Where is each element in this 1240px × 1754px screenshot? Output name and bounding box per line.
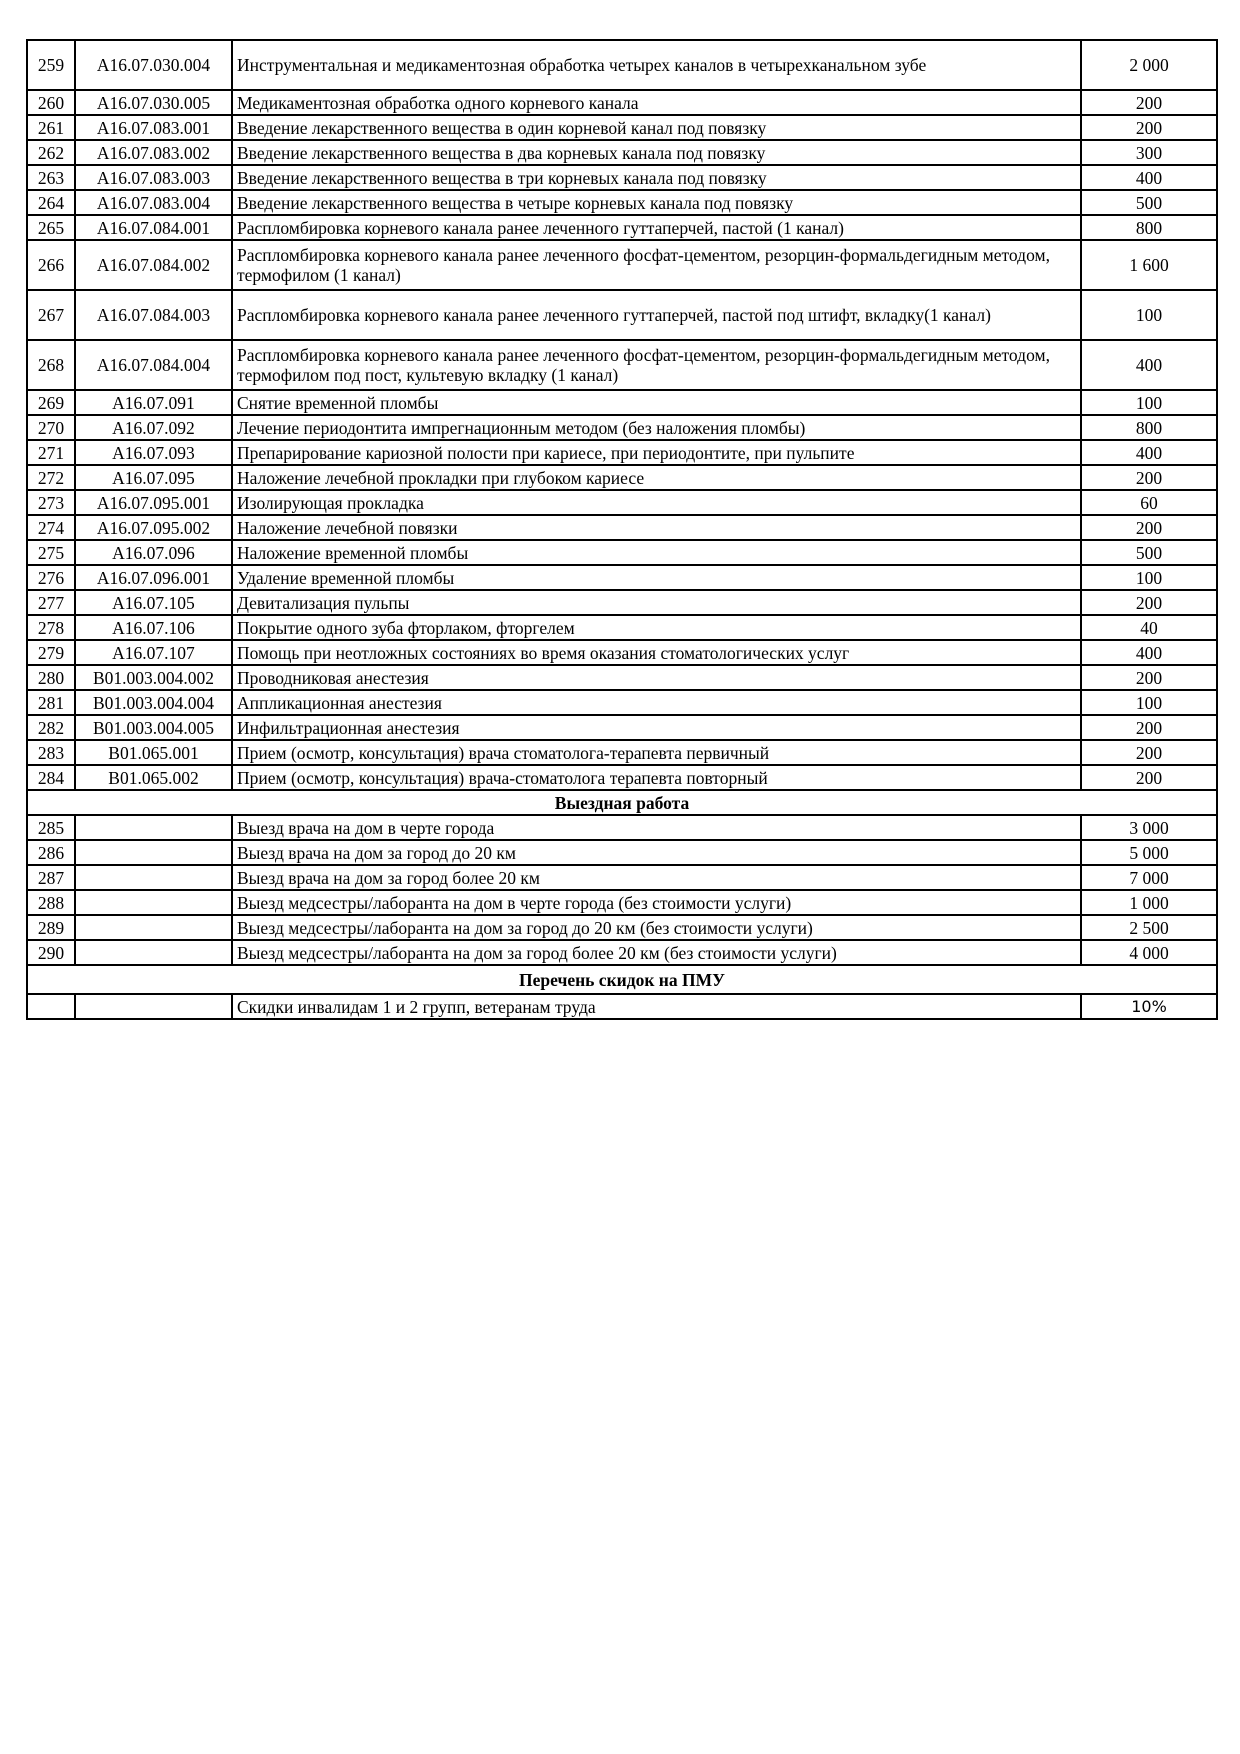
row-number: 272 — [27, 465, 75, 490]
service-price: 400 — [1081, 440, 1217, 465]
row-number: 290 — [27, 940, 75, 965]
table-row — [27, 165, 1217, 190]
row-number: 277 — [27, 590, 75, 615]
service-code: A16.07.092 — [75, 415, 232, 440]
table-row — [27, 190, 1217, 215]
service-code — [75, 865, 232, 890]
table-row — [27, 40, 1217, 90]
service-price: 100 — [1081, 290, 1217, 340]
service-price: 4 000 — [1081, 940, 1217, 965]
service-code: A16.07.095.001 — [75, 490, 232, 515]
service-code: A16.07.106 — [75, 615, 232, 640]
service-price: 200 — [1081, 740, 1217, 765]
row-number: 261 — [27, 115, 75, 140]
row-number: 268 — [27, 340, 75, 390]
service-price: 1 600 — [1081, 240, 1217, 290]
service-name: Введение лекарственного вещества в два корневых канала под повязку — [232, 140, 1081, 165]
table-row — [27, 940, 1217, 965]
table-row — [27, 465, 1217, 490]
table-row — [27, 415, 1217, 440]
service-code: A16.07.105 — [75, 590, 232, 615]
row-number: 284 — [27, 765, 75, 790]
service-price: 200 — [1081, 765, 1217, 790]
row-number: 287 — [27, 865, 75, 890]
service-code: B01.065.002 — [75, 765, 232, 790]
service-price: 400 — [1081, 640, 1217, 665]
service-name: Наложение лечебной повязки — [232, 515, 1081, 540]
service-price: 2 000 — [1081, 40, 1217, 90]
service-price: 400 — [1081, 340, 1217, 390]
service-name: Изолирующая прокладка — [232, 490, 1081, 515]
service-price: 1 000 — [1081, 890, 1217, 915]
service-price: 200 — [1081, 590, 1217, 615]
service-name: Выезд медсестры/лаборанта на дом за город более 20 км (без стоимости услуги) — [232, 940, 1081, 965]
service-code: A16.07.084.001 — [75, 215, 232, 240]
table-row — [27, 115, 1217, 140]
row-number: 270 — [27, 415, 75, 440]
table-row — [27, 390, 1217, 415]
service-name: Аппликационная анестезия — [232, 690, 1081, 715]
service-code — [75, 890, 232, 915]
row-number: 269 — [27, 390, 75, 415]
table-row — [27, 615, 1217, 640]
service-price: 200 — [1081, 665, 1217, 690]
service-price: 800 — [1081, 215, 1217, 240]
service-price: 200 — [1081, 515, 1217, 540]
service-name: Выезд врача на дом за город до 20 км — [232, 840, 1081, 865]
service-price: 100 — [1081, 565, 1217, 590]
service-code: A16.07.083.001 — [75, 115, 232, 140]
service-name: Выезд врача на дом за город более 20 км — [232, 865, 1081, 890]
service-code: A16.07.084.004 — [75, 340, 232, 390]
row-number: 264 — [27, 190, 75, 215]
table-row — [27, 665, 1217, 690]
service-code: A16.07.083.003 — [75, 165, 232, 190]
service-code: A16.07.095 — [75, 465, 232, 490]
row-number: 286 — [27, 840, 75, 865]
service-code: A16.07.030.005 — [75, 90, 232, 115]
service-name: Девитализация пульпы — [232, 590, 1081, 615]
table-row — [27, 590, 1217, 615]
service-code — [75, 940, 232, 965]
table-row — [27, 915, 1217, 940]
service-price: 400 — [1081, 165, 1217, 190]
service-code — [75, 815, 232, 840]
table-row — [27, 565, 1217, 590]
discount-rows — [27, 994, 1217, 1019]
service-code: A16.07.096 — [75, 540, 232, 565]
row-number: 280 — [27, 665, 75, 690]
table-row — [27, 840, 1217, 865]
row-number: 267 — [27, 290, 75, 340]
row-number: 275 — [27, 540, 75, 565]
service-price: 500 — [1081, 540, 1217, 565]
table-row — [27, 865, 1217, 890]
table-row — [27, 290, 1217, 340]
row-number: 278 — [27, 615, 75, 640]
service-name: Покрытие одного зуба фторлаком, фторгелем — [232, 615, 1081, 640]
service-code: A16.07.091 — [75, 390, 232, 415]
section-discounts-header — [27, 965, 1217, 994]
service-name: Распломбировка корневого канала ранее леченного фосфат-цементом, резорцин-формальдегидным методом, термофилом (1 канал) — [232, 240, 1081, 290]
service-price: 500 — [1081, 190, 1217, 215]
section-title-visit: Выездная работа — [27, 790, 1217, 815]
table-row — [27, 440, 1217, 465]
service-name: Проводниковая анестезия — [232, 665, 1081, 690]
row-number: 274 — [27, 515, 75, 540]
row-number: 266 — [27, 240, 75, 290]
service-code: B01.003.004.005 — [75, 715, 232, 740]
row-number: 285 — [27, 815, 75, 840]
row-number: 282 — [27, 715, 75, 740]
table-row — [27, 640, 1217, 665]
row-number: 259 — [27, 40, 75, 90]
row-number: 271 — [27, 440, 75, 465]
service-price: 5 000 — [1081, 840, 1217, 865]
table-row — [27, 515, 1217, 540]
service-name: Введение лекарственного вещества в три корневых канала под повязку — [232, 165, 1081, 190]
service-name: Скидки инвалидам 1 и 2 групп, ветеранам труда — [232, 994, 1081, 1019]
service-name: Наложение временной пломбы — [232, 540, 1081, 565]
service-price: 300 — [1081, 140, 1217, 165]
table-row — [27, 490, 1217, 515]
service-name: Распломбировка корневого канала ранее леченного гуттаперчей, пастой под штифт, вкладку(1 канал) — [232, 290, 1081, 340]
service-name: Инструментальная и медикаментозная обработка четырех каналов в четырехканальном зубе — [232, 40, 1081, 90]
service-code: B01.003.004.002 — [75, 665, 232, 690]
service-name: Выезд медсестры/лаборанта на дом в черте города (без стоимости услуги) — [232, 890, 1081, 915]
service-code: A16.07.107 — [75, 640, 232, 665]
service-code: B01.003.004.004 — [75, 690, 232, 715]
service-name: Снятие временной пломбы — [232, 390, 1081, 415]
visit-rows — [27, 815, 1217, 965]
service-name: Помощь при неотложных состояниях во время оказания стоматологических услуг — [232, 640, 1081, 665]
service-code: B01.065.001 — [75, 740, 232, 765]
service-code: A16.07.084.003 — [75, 290, 232, 340]
row-number — [27, 994, 75, 1019]
row-number: 276 — [27, 565, 75, 590]
service-price: 100 — [1081, 690, 1217, 715]
service-name: Прием (осмотр, консультация) врача-стоматолога терапевта повторный — [232, 765, 1081, 790]
service-name: Выезд медсестры/лаборанта на дом за город до 20 км (без стоимости услуги) — [232, 915, 1081, 940]
service-code: A16.07.030.004 — [75, 40, 232, 90]
service-code: A16.07.093 — [75, 440, 232, 465]
row-number: 279 — [27, 640, 75, 665]
table-row — [27, 215, 1217, 240]
service-name: Распломбировка корневого канала ранее леченного гуттаперчей, пастой (1 канал) — [232, 215, 1081, 240]
row-number: 281 — [27, 690, 75, 715]
table-row — [27, 690, 1217, 715]
service-code — [75, 994, 232, 1019]
service-price: 7 000 — [1081, 865, 1217, 890]
service-name: Распломбировка корневого канала ранее леченного фосфат-цементом, резорцин-формальдегидным методом, термофилом под пост, культевую вкладку (1 канал) — [232, 340, 1081, 390]
price-list-table — [26, 39, 1218, 1020]
section-title-discounts: Перечень скидок на ПМУ — [27, 965, 1217, 994]
service-code: A16.07.083.004 — [75, 190, 232, 215]
table-row — [27, 90, 1217, 115]
service-name: Лечение периодонтита импрегнационным методом (без наложения пломбы) — [232, 415, 1081, 440]
table-row — [27, 740, 1217, 765]
service-price: 200 — [1081, 465, 1217, 490]
service-price: 800 — [1081, 415, 1217, 440]
service-name: Инфильтрационная анестезия — [232, 715, 1081, 740]
service-price: 200 — [1081, 115, 1217, 140]
table-row — [27, 994, 1217, 1019]
service-name: Удаление временной пломбы — [232, 565, 1081, 590]
row-number: 273 — [27, 490, 75, 515]
table-row — [27, 890, 1217, 915]
service-code: A16.07.095.002 — [75, 515, 232, 540]
service-code — [75, 840, 232, 865]
service-name: Препарирование кариозной полости при кариесе, при периодонтите, при пульпите — [232, 440, 1081, 465]
service-price: 10% — [1081, 994, 1217, 1019]
row-number: 283 — [27, 740, 75, 765]
service-price: 200 — [1081, 90, 1217, 115]
service-price: 200 — [1081, 715, 1217, 740]
service-code: A16.07.083.002 — [75, 140, 232, 165]
service-price: 60 — [1081, 490, 1217, 515]
table-row — [27, 765, 1217, 790]
service-price: 100 — [1081, 390, 1217, 415]
row-number: 260 — [27, 90, 75, 115]
table-row — [27, 240, 1217, 290]
service-name: Введение лекарственного вещества в один корневой канал под повязку — [232, 115, 1081, 140]
service-price: 2 500 — [1081, 915, 1217, 940]
row-number: 262 — [27, 140, 75, 165]
section-visit-header — [27, 790, 1217, 815]
row-number: 263 — [27, 165, 75, 190]
service-name: Медикаментозная обработка одного корневого канала — [232, 90, 1081, 115]
table-row — [27, 340, 1217, 390]
service-price: 40 — [1081, 615, 1217, 640]
table-row — [27, 715, 1217, 740]
service-price: 3 000 — [1081, 815, 1217, 840]
table-row — [27, 140, 1217, 165]
service-code: A16.07.084.002 — [75, 240, 232, 290]
table-row — [27, 540, 1217, 565]
service-code — [75, 915, 232, 940]
table-row — [27, 815, 1217, 840]
row-number: 288 — [27, 890, 75, 915]
row-number: 289 — [27, 915, 75, 940]
service-name: Прием (осмотр, консультация) врача стоматолога-терапевта первичный — [232, 740, 1081, 765]
service-name: Выезд врача на дом в черте города — [232, 815, 1081, 840]
services-rows — [27, 40, 1217, 790]
service-name: Наложение лечебной прокладки при глубоком кариесе — [232, 465, 1081, 490]
row-number: 265 — [27, 215, 75, 240]
service-name: Введение лекарственного вещества в четыре корневых канала под повязку — [232, 190, 1081, 215]
service-code: A16.07.096.001 — [75, 565, 232, 590]
